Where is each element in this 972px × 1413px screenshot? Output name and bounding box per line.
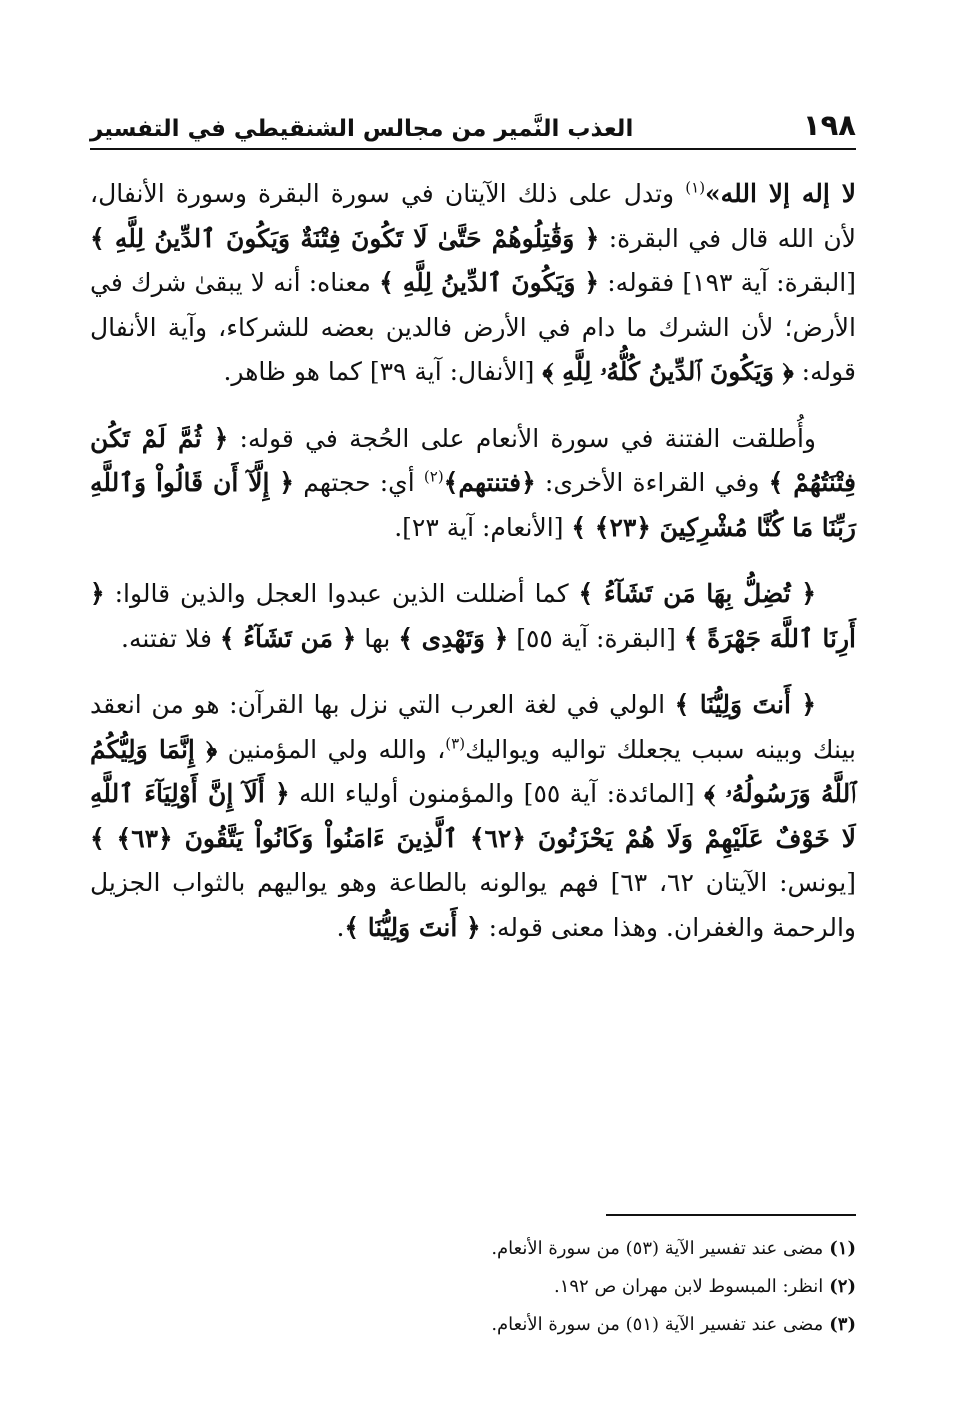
text-run: [المائدة: آية ٥٥] والمؤمنون أولياء الله — [289, 779, 705, 808]
text-run: كما أضللت الذين عبدوا العجل والذين قالوا: — [104, 579, 579, 608]
text-run: وتدل على ذلك الآيتان في سورة البقرة وسورة الأنفال، لأن الله قال في البقرة: — [90, 179, 857, 253]
quran-quote: ﴿ وَيَكُونَ ٱلدِّينُ لِلَّهِ ﴾ — [379, 268, 600, 297]
text-run: لا إله إلا الله» — [705, 179, 857, 208]
footnote — [90, 1268, 856, 1306]
footnote-rule — [606, 1214, 856, 1216]
text-run: بها — [356, 623, 399, 653]
quran-quote: ﴿ إِنَّمَا وَلِيُّكُمُ ٱللَّهُ وَرَسُولُهُۥ ﴾ — [90, 734, 856, 808]
quran-quote: ﴿ إِلَّآ أَن قَالُواْ وَٱللَّهِ رَبِّنَا مَا كُنَّا مُشْرِكِينَ ﴿٢٣﴾ ﴾ — [90, 468, 856, 542]
text-run: [البقرة: آية ١٩٣] فقوله: — [599, 268, 856, 297]
footnote-number: (١) — [829, 1238, 856, 1259]
text-run: [الأنعام: آية ٢٣]. — [394, 512, 572, 542]
footnote-ref: (٣) — [445, 734, 466, 753]
page — [90, 92, 856, 972]
footnote-ref: (٢) — [423, 467, 444, 486]
paragraph-2 — [90, 417, 856, 551]
footnote-text: مضى عند تفسير الآية (٥١) من سورة الأنعام. — [491, 1314, 824, 1335]
quran-quote: ﴿ ثُمَّ لَمْ تَكُن فِتْنَتُهُمْ ﴾ — [90, 423, 856, 497]
text-run: [الأنفال: آية ٣٩] كما هو ظاهر. — [223, 357, 543, 386]
paragraph-1 — [90, 172, 856, 395]
quran-quote: ﴿ وَقَٰتِلُوهُمْ حَتَّىٰ لَا تَكُونَ فِتْنَةٌ وَيَكُونَ ٱلدِّينُ لِلَّهِ ﴾ — [90, 223, 600, 253]
footnote-text: مضى عند تفسير الآية (٥٣) من سورة الأنعام. — [491, 1238, 824, 1259]
text-run: فلا تفتنه. — [121, 623, 220, 653]
quran-quote: ﴿ وَتَهْدِى ﴾ — [398, 623, 509, 653]
quran-quote: ﴿ أَرِنَا ٱللَّهَ جَهْرَةً ﴾ — [90, 579, 856, 653]
book-title: العذب النَّمير من مجالس الشنقيطي في التفسير — [90, 116, 634, 142]
text-run: . — [336, 912, 345, 942]
quran-quote: ﴿ مَن تَشَآءُ ﴾ — [219, 623, 357, 653]
footnotes — [90, 1214, 856, 1344]
text-run: ، والله ولي المؤمنين — [217, 734, 446, 764]
page-number: ١٩٨ — [802, 108, 856, 142]
text-run: أي: حجتهم — [294, 468, 424, 497]
quran-quote: ﴿ أَلَآ إِنَّ أَوْلِيَآءَ ٱللَّهِ لَا خَوْفٌ عَلَيْهِمْ وَلَا هُمْ يَحْزَنُونَ ﴿٦٢﴾ ٱلَّذِينَ ءَامَنُواْ وَكَانُواْ يَتَّقُونَ ﴿٦٣﴾ ﴾ — [90, 779, 856, 853]
quran-quote: ﴿فتنتهم﴾ — [443, 468, 536, 497]
text-run: وفي القراءة الأخرى: — [535, 468, 769, 497]
body-text — [90, 172, 856, 950]
footnote-number: (٣) — [829, 1314, 856, 1335]
footnote — [90, 1306, 856, 1344]
quran-quote: ﴿ وَيَكُونَ ٱلدِّينُ كُلُّهُۥ لِلَّهِ ﴾ — [542, 357, 794, 386]
paragraph-3 — [90, 572, 856, 661]
paragraph-4 — [90, 683, 856, 950]
text-run: وأُطلقت الفتنة في سورة الأنعام على الحُجة في قوله: — [228, 423, 817, 453]
text-run: الولي في لغة العرب التي نزل بها القرآن: هو من انعقد بينك وبينه سبب يجعلك تواليه ويواليك — [90, 690, 857, 764]
quran-quote: ﴿ أَنتَ وَلِيُّنَا ﴾ — [344, 912, 481, 942]
footnote-number: (٢) — [829, 1276, 856, 1297]
text-run: [يونس: الآيتان ٦٢، ٦٣] فهم يوالونه بالطاعة وهو يواليهم بالثواب الجزيل والرحمة والغفران. وهذا معنى قوله: — [90, 868, 856, 942]
footnote-text: انظر: المبسوط لابن مهران ص ١٩٢. — [553, 1276, 824, 1297]
footnote-ref: (١) — [685, 178, 706, 197]
quran-quote: ﴿ أَنتَ وَلِيُّنَا ﴾ — [674, 690, 816, 719]
text-run: معناه: أنه لا يبقىٰ شرك في الأرض؛ لأن الشرك ما دام في الأرض فالدين بعضه للشركاء، وآية الأنفال قوله: — [90, 268, 856, 386]
text-run: [البقرة: آية ٥٥] — [508, 623, 684, 653]
footnote — [90, 1230, 856, 1268]
running-header — [90, 92, 856, 150]
quran-quote: ﴿ تُضِلُّ بِهَا مَن تَشَآءُ ﴾ — [578, 579, 816, 608]
